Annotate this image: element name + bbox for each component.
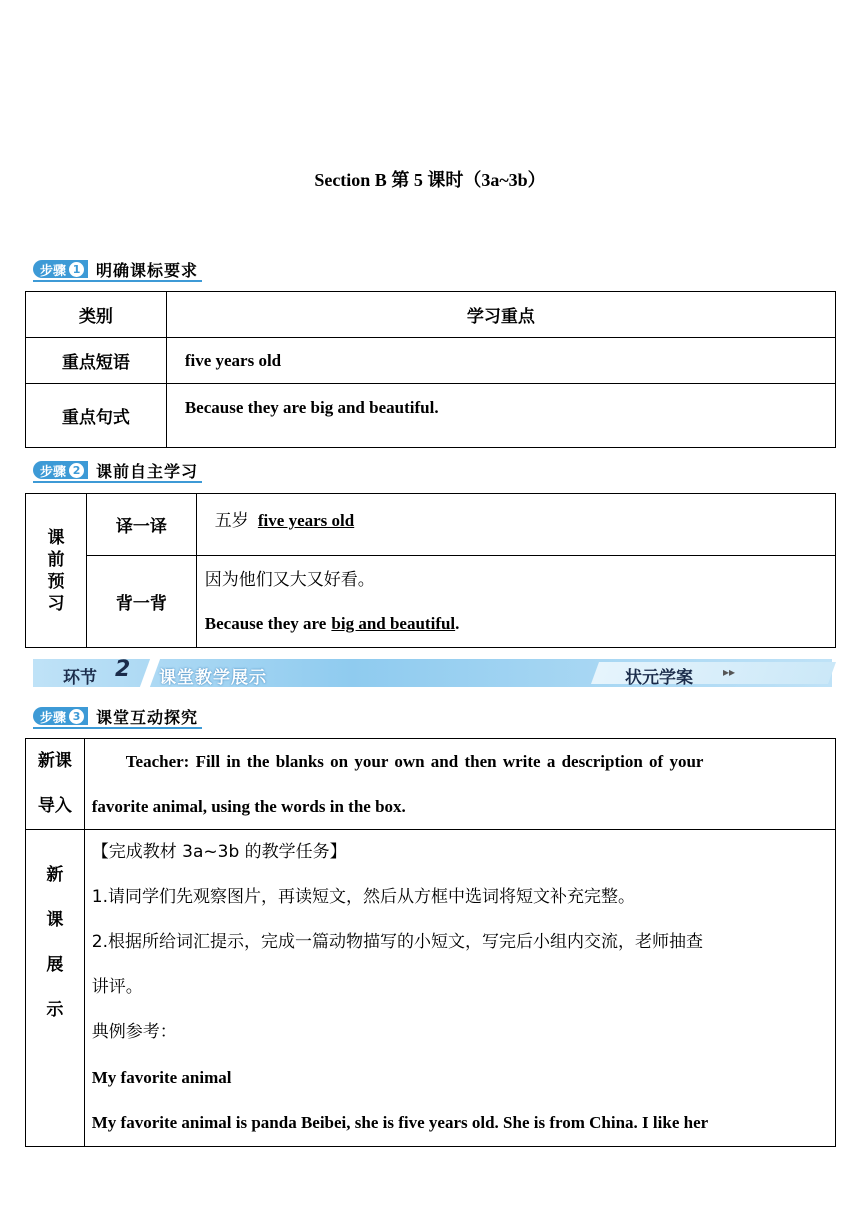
recite-chinese: 因为他们又大又好看。 xyxy=(204,569,375,590)
row-category: 重点句式 xyxy=(26,384,167,448)
step-label: 课堂互动探究 xyxy=(96,707,199,727)
step-1-heading xyxy=(33,258,198,280)
task-item-continued: 讲评。 xyxy=(91,977,143,997)
class-activity-table xyxy=(25,738,836,1147)
step-3-heading xyxy=(33,705,198,727)
recite-suffix: . xyxy=(455,613,460,633)
reference-label: 典例参考： xyxy=(91,1022,177,1042)
essay-line: My favorite animal is panda Beibei, she is five years old. She is from China. I like her xyxy=(91,1113,709,1132)
side-char: 习 xyxy=(47,593,65,614)
intro-line: Teacher: Fill in the blanks on your own and then write a description of your xyxy=(125,752,704,771)
preview-side-label xyxy=(26,494,87,648)
translate-chinese: 五岁 xyxy=(214,511,249,531)
step-2-heading xyxy=(33,459,198,481)
recite-english xyxy=(205,602,835,646)
translate-label: 译一译 xyxy=(86,494,196,556)
step-underline xyxy=(33,481,202,483)
step-underline xyxy=(33,280,202,282)
show-label xyxy=(26,830,85,1147)
intro-label xyxy=(26,739,85,830)
show-content xyxy=(84,830,835,1147)
preview-table xyxy=(25,493,836,648)
side-char: 前 xyxy=(47,549,65,570)
translate-content xyxy=(196,494,835,556)
banner-brand: 状元学案 xyxy=(625,668,693,688)
step-number: 1 xyxy=(69,262,84,277)
show-label-char: 新 xyxy=(46,865,64,885)
intro-label-line: 新课 xyxy=(37,751,72,771)
header-focus: 学习重点 xyxy=(166,292,835,338)
side-char: 课 xyxy=(47,527,65,548)
row-category: 重点短语 xyxy=(26,338,167,384)
step-badge-text: 步骤 xyxy=(40,710,67,726)
step-badge-text: 步骤 xyxy=(40,464,67,480)
side-char: 预 xyxy=(47,571,65,592)
intro-content xyxy=(84,739,835,830)
banner-divider xyxy=(140,659,160,687)
recite-label: 背一背 xyxy=(86,556,196,648)
row-content: five years old xyxy=(166,338,835,384)
section-banner xyxy=(33,659,832,687)
task-item: 1.请同学们先观察图片，再读短文，然后从方框中选词将短文补充完整。 xyxy=(91,887,635,907)
step-label: 课前自主学习 xyxy=(96,461,199,481)
banner-tag: 环节 xyxy=(63,668,97,688)
step-label: 明确课标要求 xyxy=(96,260,199,280)
task-item: 2.根据所给词汇提示，完成一篇动物描写的小短文，写完后小组内交流，老师抽查 xyxy=(91,932,703,952)
intro-label-line: 导入 xyxy=(37,796,72,816)
step-underline xyxy=(33,727,202,729)
show-label-char: 示 xyxy=(46,1000,64,1020)
translate-answer: five years old xyxy=(257,511,355,530)
step-badge xyxy=(33,707,88,725)
banner-title: 课堂教学展示 xyxy=(159,668,267,688)
intro-line: favorite animal, using the words in the box. xyxy=(91,797,406,816)
step-number: 2 xyxy=(69,463,84,478)
recite-prefix: Because they are xyxy=(204,613,327,633)
row-content: Because they are big and beautiful. xyxy=(166,384,835,448)
step-number: 3 xyxy=(69,709,84,724)
page-title: Section B 第 5 课时（3a~3b） xyxy=(314,170,546,190)
recite-answer: big and beautiful xyxy=(331,613,456,633)
show-label-char: 课 xyxy=(46,910,64,930)
show-label-char: 展 xyxy=(46,955,64,975)
header-category: 类别 xyxy=(26,292,167,338)
double-arrow-icon: ▸▸ xyxy=(723,665,736,679)
step-badge xyxy=(33,461,88,479)
task-line: 【完成教材 3a~3b 的教学任务】 xyxy=(91,842,347,862)
step-badge xyxy=(33,260,88,278)
banner-number: 2 xyxy=(115,657,131,682)
key-points-table xyxy=(25,291,836,448)
essay-title: My favorite animal xyxy=(91,1068,232,1087)
recite-content xyxy=(196,556,835,648)
step-badge-text: 步骤 xyxy=(40,263,67,279)
